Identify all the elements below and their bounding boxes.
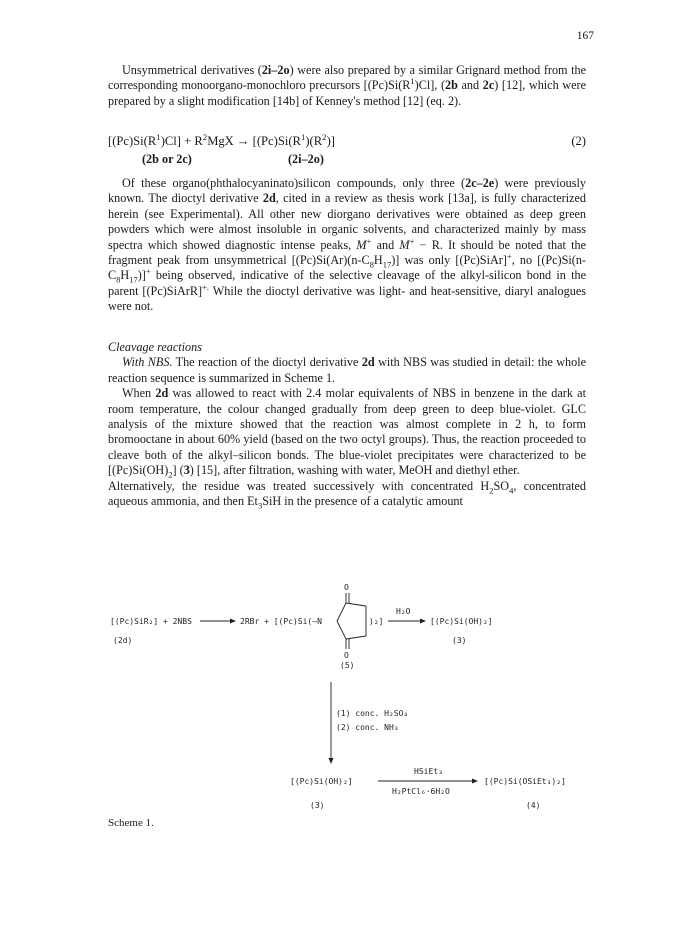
scheme-product-3-bottom: [(Pc)Si(OH)₂]: [290, 777, 353, 786]
paragraph-organo-compounds: Of these organo(phthalocyaninato)silicon compounds, only three (2c–2e) were previously known. The dioctyl derivative 2d, cited in a review as thesis work [13a], is fully characterized herein (see Experimental). All other new diorgano derivatives were obtained as deep green powders which were almost insoluble in organic solvents, and characterized mainly by mass spectra which showed diagnostic intense peaks, M+ and M+ − R. It should be noted that the fragment peak from unsymmetrical $[(Pc)Si(Ar)(n-C_8H_{17})]$ was only [(Pc)SiAr]+, no $[(Pc)Si(n-C_8H_{17})]^+$ being observed, indicative of the selective cleavage of the alkyl-silicon bond in the parent [(Pc)SiArR]+. While the dioctyl derivative was light- and heat-sensitive, diaryl analogues were not.: [108, 176, 586, 314]
label-2d: (2d): [113, 636, 133, 645]
label-4: (4): [526, 801, 541, 810]
equation-left-label: (2b or 2c): [142, 152, 192, 166]
scheme-arrowhead-3: [472, 779, 478, 784]
scheme-caption: Scheme 1.: [108, 817, 154, 829]
equation-right-label: (2i–2o): [288, 152, 324, 166]
scheme-arrowhead-2: [420, 619, 426, 624]
scheme-reactant: [(Pc)SiR₂] + 2NBS: [110, 617, 192, 626]
scheme-step-1: (1) conc. H₂SO₄: [336, 709, 409, 718]
paragraph-alternative: Alternatively, the residue was treated successively with concentrated $H_2SO_4$, concentrated aqueous ammonia, and then $Et_3SiH$ in the presence of a catalytic amount: [108, 478, 586, 511]
section-cleavage: [108, 340, 586, 509]
scheme-product-5-right: )₂]: [369, 617, 384, 626]
scheme-product-4: [(Pc)Si(OSiEt₃)₂]: [484, 777, 566, 786]
carbonyl-o-bottom: O: [344, 651, 349, 660]
scheme-reagent-water: H₂O: [396, 607, 411, 616]
scheme-arrowhead-1: [230, 619, 236, 624]
scheme-product-5-left: 2RBr + [(Pc)Si(—N: [240, 617, 322, 626]
page-number: 167: [576, 30, 594, 42]
label-3-top: (3): [452, 636, 467, 645]
scheme-step-2: (2) conc. NH₃: [336, 723, 399, 732]
paragraph-nbs: With NBS. The reaction of the dioctyl derivative 2d with NBS was studied in detail: the whole reaction sequence is summarized in Scheme 1.: [108, 355, 587, 385]
scheme-reagent-silane: HSiEt₃: [414, 767, 443, 776]
scheme-reagent-catalyst: H₂PtCl₆·6H₂O: [392, 787, 450, 796]
equation-2: $[(Pc)Si(R^1)Cl] + R^2MgX \to [(Pc)Si(R^1)(R^2)]$ (2): [108, 131, 586, 148]
paragraph-unsymmetrical-derivatives: Unsymmetrical derivatives (2i–2o) were also prepared by a similar Grignard method from the corresponding monoorgano-monochloro precursors $[(Pc)Si(R^1)Cl]$, (2b and 2c) [12], which were prepared by a slight modification [14b] of Kenney's method [12] (eq. 2).: [108, 63, 586, 108]
succinimide-ring: [337, 593, 366, 649]
label-5: (5): [340, 661, 355, 670]
section-heading: Cleavage reactions: [108, 340, 202, 354]
scheme-arrowhead-down: [329, 758, 334, 764]
label-3-bottom: (3): [310, 801, 325, 810]
scheme-product-3-top: [(Pc)Si(OH)₂]: [430, 617, 493, 626]
paragraph-reaction-details: When 2d was allowed to react with 2.4 molar equivalents of NBS in benzene in the dark at room temperature, the colour changed gradually from deep green to deep blue-violet. GLC analysis of the mixture showed that the reaction was almost complete in 2 h, to form bromooctane in about 60% yield (based on the two octyl groups). Thus, the reaction proceeded to cleave both of the alkyl–silicon bonds. The blue-violet precipitates were characterized to be $[(Pc)Si(OH)_2]$ (3) [15], after filtration, washing with water, MeOH and diethyl ether.: [108, 386, 586, 480]
carbonyl-o-top: O: [344, 583, 349, 592]
equation-number: (2): [571, 134, 586, 148]
